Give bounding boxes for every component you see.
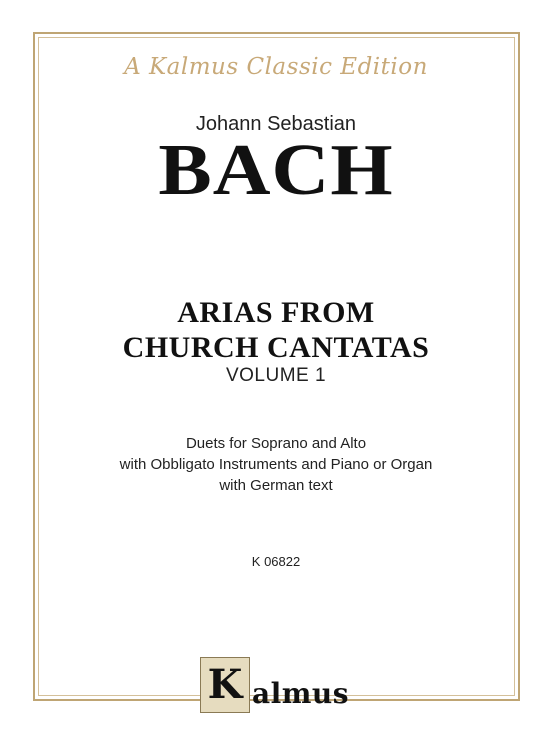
- kalmus-logo: [200, 657, 350, 713]
- composer-first-name: Johann Sebastian: [195, 113, 357, 135]
- description-line-1: Duets for Soprano and Alto: [185, 435, 367, 452]
- title-line-1: ARIAS FROM: [177, 296, 375, 329]
- catalog-number: K 06822: [251, 554, 301, 569]
- composer-last-name: BACH: [158, 129, 394, 211]
- description-line-3: with German text: [219, 477, 333, 494]
- series-title: A Kalmus Classic Edition: [124, 54, 428, 80]
- title-line-2: CHURCH CANTATAS: [122, 331, 430, 364]
- volume-label: VOLUME 1: [225, 365, 327, 386]
- logo-initial: K: [207, 661, 243, 708]
- description-line-2: with Obbligato Instruments and Piano or Organ: [119, 456, 433, 473]
- logo-wordmark: almus: [252, 677, 350, 710]
